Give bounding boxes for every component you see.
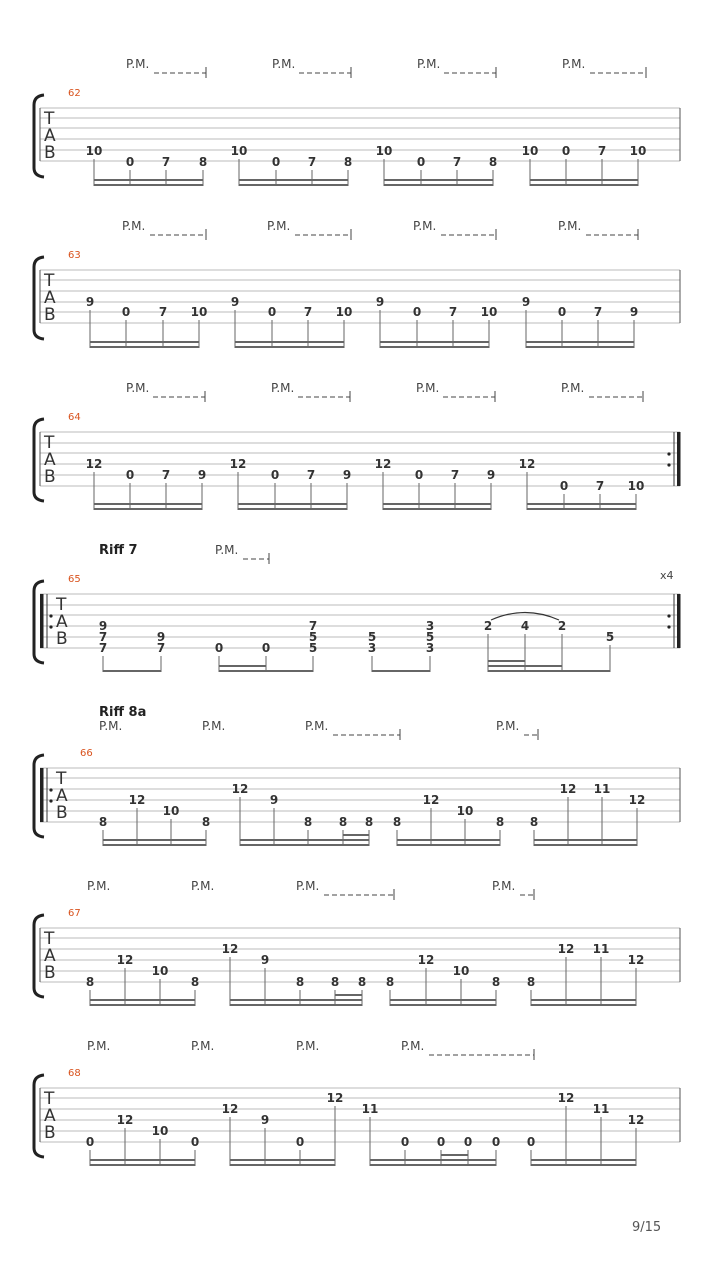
system-68: [34, 1039, 680, 1166]
fret-number: 0: [261, 641, 271, 655]
fret-number: 7: [161, 468, 171, 482]
fret-number: 12: [85, 457, 103, 471]
repeat-start-barline: [40, 594, 53, 648]
palm-mute: P.M.: [191, 879, 215, 893]
fret-number: 8: [198, 155, 208, 169]
fret-number: 8: [392, 815, 402, 829]
fret-number: 10: [521, 144, 539, 158]
fret-number: 0: [125, 155, 135, 169]
fret-number: 5: [308, 630, 318, 644]
fret-number: 12: [627, 1113, 645, 1127]
fret-number: 7: [161, 155, 171, 169]
fret-number: 12: [229, 457, 247, 471]
palm-mute: P.M.: [126, 57, 150, 71]
fret-number: 5: [367, 630, 377, 644]
fret-number: 0: [267, 305, 277, 319]
staff-lines: [40, 108, 680, 161]
fret-number: 7: [307, 155, 317, 169]
fret-number: 3: [425, 619, 435, 633]
fret-number: 0: [85, 1135, 95, 1149]
palm-mute: P.M.: [87, 1039, 111, 1053]
system-67: [34, 879, 680, 1006]
fret-number: 12: [417, 953, 435, 967]
repeat-start-barline: [40, 768, 53, 822]
fret-number: 8: [495, 815, 505, 829]
fret-number: 8: [343, 155, 353, 169]
beams: [90, 994, 636, 1006]
fret-number: 9: [156, 630, 166, 644]
fret-number: 0: [559, 479, 569, 493]
fret-number: 5: [425, 630, 435, 644]
fret-number: 8: [98, 815, 108, 829]
system-brace: [34, 1075, 44, 1157]
stems-and-beams: [94, 159, 638, 186]
section-label: Riff 7: [99, 543, 138, 558]
fret-number: 7: [450, 468, 460, 482]
fret-number: 2: [483, 619, 493, 633]
staff-lines: [40, 928, 680, 982]
measure-number: 65: [68, 574, 81, 585]
tab-clef-b: B: [44, 467, 56, 487]
system-brace: [34, 915, 44, 997]
fret-number: 8: [526, 975, 536, 989]
palm-mute: P.M.: [99, 719, 123, 733]
fret-number: 8: [303, 815, 313, 829]
fret-number: 7: [98, 630, 108, 644]
fret-number: 12: [221, 1102, 239, 1116]
fret-number: 7: [595, 479, 605, 493]
staff-lines: [40, 432, 680, 486]
palm-mute: P.M.: [122, 219, 146, 233]
fret-number: 11: [592, 942, 610, 956]
fret-number: 12: [422, 793, 440, 807]
fret-number: 0: [125, 468, 135, 482]
palm-mute: P.M.: [296, 1039, 320, 1053]
palm-mute: P.M.: [126, 381, 150, 395]
beams: [90, 1154, 636, 1166]
fret-number: 9: [98, 619, 108, 633]
tab-clef-b: B: [44, 1123, 56, 1143]
fret-number: 12: [221, 942, 239, 956]
fret-number: 0: [561, 144, 571, 158]
palm-mute: P.M.: [562, 57, 586, 71]
fret-number: 8: [357, 975, 367, 989]
fret-number: 0: [271, 155, 281, 169]
fret-number: 4: [520, 619, 530, 633]
tab-clef-a: A: [44, 1106, 56, 1126]
fret-number: 9: [269, 793, 279, 807]
palm-mute: P.M.: [202, 719, 226, 733]
fret-number: 10: [452, 964, 470, 978]
fret-number: 7: [156, 641, 166, 655]
fret-number: 12: [374, 457, 392, 471]
fret-number: 8: [201, 815, 211, 829]
fret-number: 10: [375, 144, 393, 158]
fret-number: 10: [230, 144, 248, 158]
palm-mute: P.M.: [413, 219, 437, 233]
beams: [94, 503, 636, 510]
fret-number: 7: [448, 305, 458, 319]
system-65: [34, 543, 681, 672]
tab-clef-t: T: [44, 433, 55, 453]
measure-number: 66: [80, 748, 93, 759]
staff-lines: [40, 594, 680, 648]
tab-clef-t: T: [44, 929, 55, 949]
section-label: Riff 8a: [99, 705, 147, 720]
fret-number: 10: [627, 479, 645, 493]
palm-mute: P.M.: [401, 1039, 425, 1053]
fret-number: 2: [557, 619, 567, 633]
fret-number: 0: [557, 305, 567, 319]
fret-number: 8: [330, 975, 340, 989]
fret-number: 7: [593, 305, 603, 319]
tab-clef-a: A: [44, 450, 56, 470]
fret-number: 0: [412, 305, 422, 319]
fret-number: 0: [526, 1135, 536, 1149]
fret-number: 10: [151, 1124, 169, 1138]
staff-lines: [40, 270, 680, 323]
beams: [103, 834, 637, 846]
palm-mute: P.M.: [417, 57, 441, 71]
measure-number: 62: [68, 88, 81, 99]
palm-mute: P.M.: [496, 719, 520, 733]
palm-mute: P.M.: [492, 879, 516, 893]
tab-clef-t: T: [44, 1089, 55, 1109]
fret-number: 7: [452, 155, 462, 169]
fret-number: 0: [214, 641, 224, 655]
repeat-count: x4: [660, 569, 674, 582]
fret-number: 12: [628, 793, 646, 807]
tab-clef-b: B: [56, 803, 68, 823]
tab-clef-a: A: [56, 612, 68, 632]
fret-number: 8: [190, 975, 200, 989]
fret-number: 3: [367, 641, 377, 655]
repeat-end-barline: [667, 594, 680, 648]
palm-mute-group: [122, 219, 638, 240]
fret-number: 10: [85, 144, 103, 158]
fret-number: 10: [151, 964, 169, 978]
system-63: [34, 219, 680, 348]
palm-mute: P.M.: [272, 57, 296, 71]
fret-number: 9: [230, 295, 240, 309]
fret-number: 9: [260, 953, 270, 967]
fret-number: 7: [158, 305, 168, 319]
system-brace: [34, 95, 44, 177]
measure-number: 67: [68, 908, 81, 919]
fret-number: 12: [128, 793, 146, 807]
fret-number: 9: [342, 468, 352, 482]
fret-number: 0: [295, 1135, 305, 1149]
palm-mute: P.M.: [561, 381, 585, 395]
fret-number: 9: [629, 305, 639, 319]
fret-number: 11: [592, 1102, 610, 1116]
palm-mute: P.M.: [87, 879, 111, 893]
fret-number: 12: [559, 782, 577, 796]
tab-clef-b: B: [44, 963, 56, 983]
fret-number: 8: [529, 815, 539, 829]
fret-number: 0: [190, 1135, 200, 1149]
fret-number: 12: [326, 1091, 344, 1105]
fret-number: 7: [303, 305, 313, 319]
fret-number: 10: [162, 804, 180, 818]
fret-number: 7: [308, 619, 318, 633]
fret-number: 10: [335, 305, 353, 319]
fret-number: 7: [98, 641, 108, 655]
fret-number: 0: [414, 468, 424, 482]
fret-number: 9: [521, 295, 531, 309]
palm-mute: P.M.: [271, 381, 295, 395]
tab-clef-t: T: [56, 595, 67, 615]
fret-number: 12: [116, 1113, 134, 1127]
system-66: [34, 705, 680, 846]
fret-number: 8: [364, 815, 374, 829]
fret-number: 10: [190, 305, 208, 319]
fret-number: 7: [597, 144, 607, 158]
tab-clef-t: T: [44, 271, 55, 291]
fret-number: 8: [491, 975, 501, 989]
measure-number: 68: [68, 1068, 81, 1079]
fret-number: 10: [456, 804, 474, 818]
fret-number: 9: [260, 1113, 270, 1127]
fret-number: 12: [557, 942, 575, 956]
fret-number: 10: [629, 144, 647, 158]
fret-number: 12: [231, 782, 249, 796]
palm-mute: P.M.: [215, 543, 239, 557]
system-64: [34, 381, 681, 510]
fret-numbers: [86, 144, 647, 169]
fret-number: 9: [85, 295, 95, 309]
system-brace: [34, 419, 44, 501]
palm-mute: P.M.: [296, 879, 320, 893]
fret-number: 0: [463, 1135, 473, 1149]
fret-number: 12: [557, 1091, 575, 1105]
tab-clef-b: B: [44, 305, 56, 325]
fret-number: 7: [306, 468, 316, 482]
fret-number: 5: [308, 641, 318, 655]
fret-numbers: [86, 295, 638, 319]
palm-mute-group: [126, 57, 646, 78]
fret-number: 11: [361, 1102, 379, 1116]
fret-number: 12: [627, 953, 645, 967]
fret-number: 0: [121, 305, 131, 319]
palm-mute: P.M.: [558, 219, 582, 233]
repeat-end-barline: [667, 432, 680, 486]
fret-number: 8: [338, 815, 348, 829]
beams: [90, 341, 634, 348]
measure-number: 63: [68, 250, 81, 261]
palm-mute: P.M.: [416, 381, 440, 395]
tab-clef-a: A: [44, 946, 56, 966]
staff-lines: [40, 1088, 680, 1142]
page-number: 9/15: [632, 1220, 662, 1235]
tab-clef-t: T: [56, 769, 67, 789]
tab-clef-b: B: [56, 629, 68, 649]
system-brace: [34, 257, 44, 339]
tab-clef-a: A: [44, 126, 56, 146]
tab-clef-a: A: [56, 786, 68, 806]
fret-number: 9: [197, 468, 207, 482]
tab-clef-t: T: [44, 109, 55, 129]
tab-clef-b: B: [44, 143, 56, 163]
fret-number: 11: [593, 782, 611, 796]
palm-mute: P.M.: [267, 219, 291, 233]
fret-number: 0: [400, 1135, 410, 1149]
palm-mute: P.M.: [305, 719, 329, 733]
tab-clef-a: A: [44, 288, 56, 308]
palm-mute: P.M.: [191, 1039, 215, 1053]
fret-number: 12: [518, 457, 536, 471]
beams: [94, 179, 638, 186]
fret-number: 8: [295, 975, 305, 989]
fret-number: 0: [436, 1135, 446, 1149]
beams: [103, 660, 610, 672]
fret-number: 8: [385, 975, 395, 989]
fret-number: 0: [270, 468, 280, 482]
fret-number: 5: [605, 630, 615, 644]
fret-number: 9: [486, 468, 496, 482]
fret-number: 3: [425, 641, 435, 655]
fret-number: 0: [491, 1135, 501, 1149]
fret-number: 8: [488, 155, 498, 169]
fret-number: 0: [416, 155, 426, 169]
fret-number: 9: [375, 295, 385, 309]
fret-number: 12: [116, 953, 134, 967]
fret-number: 8: [85, 975, 95, 989]
system-62: [34, 57, 680, 186]
fret-number: 10: [480, 305, 498, 319]
measure-number: 64: [68, 412, 81, 423]
palm-mute-group: [126, 381, 643, 402]
